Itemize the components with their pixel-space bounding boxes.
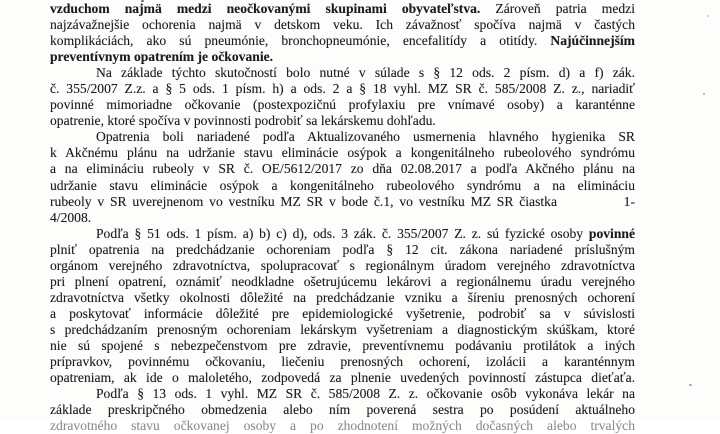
text-line-content [50,402,635,417]
text-line-content [50,370,635,385]
bold-text-segment: povinné [588,225,635,241]
text-line [50,113,635,129]
bold-text-segment: vzduchom najmä medzi neočkovanými skupinami obyvateľstva. [50,1,481,16]
text-segment: nie sú spojené s nebezpečenstvom pre zdravie, preventívnemu podávaniu protilátok a iných [50,337,635,353]
text-segment: pri plnení opatrení, oznámiť neodkladne ošetrujúcemu lekárovi a regionálnemu úradu verejného [50,273,635,289]
text-line [50,338,635,354]
text-line-content [50,33,635,48]
text-line-content [50,194,557,210]
text-segment: opatreniam, ak ide o maloletého, zodpovedá za plnenie uvedených povinností zástupca dieťaťa. [50,370,635,386]
text-line-content [50,178,635,193]
text-line-content [50,161,635,176]
text-line [50,290,635,306]
text-line-content [50,242,635,257]
scan-speck [689,384,692,386]
text-line-content [50,145,635,160]
text-segment: opatrenie, ktoré spočíva v povinnosti podrobiť sa lekárskemu dohľadu. [50,113,436,129]
text-line-content [50,49,273,64]
text-line [50,322,635,338]
text-line [50,97,635,113]
text-segment: Zároveň patria medzi [480,1,635,16]
text-segment: orgánom verejného zdravotníctva, spolupracovať s regionálnym úradom verejného zdravotníctva [50,257,635,273]
text-segment: s predchádzaním prenosným ochoreniam lekárskym vyšetreniam a diagnostickým skúškam, ktoré [50,321,635,337]
text-segment: Na základe týchto skutočností bolo nutné v súlade s § 12 ods. 2 písm. d) a f) zák. [96,65,635,81]
text-segment: zdravotníctva všetky okolnosti dôležité na predchádzanie vzniku a šíreniu prenosných ochorení [50,289,635,305]
text-line-content [50,97,635,112]
text-line-content [50,322,635,337]
text-segment: Podľa § 13 ods. 1 vyhl. MZ SR č. 585/2008 Z. z. očkovanie osôb vykonáva lekár na [96,386,635,402]
text-line [50,210,635,226]
text-line-content [50,81,635,96]
text-segment: udržanie stavu eliminácie osýpok a kongenitálneho rubeolového syndrómu a na elimináciu [50,177,635,193]
text-line-content [50,274,635,289]
text-line-content [50,210,91,225]
text-line [50,161,635,177]
text-segment: k Akčnému plánu na udržanie stavu eliminácie osýpok a kongenitálneho rubeolového syndrómu [50,145,635,161]
text-segment: najzávažnejšie ochorenia najmä v detskom veku. Ich závažnosť spočíva najmä v častých [50,17,635,33]
text-line [50,65,635,81]
text-line [50,274,635,290]
text-line [50,81,635,97]
text-segment: základe preskripčného obmedzenia alebo ním poverená sestra po posúdení aktuálneho [50,402,635,418]
bold-text-segment: Najúčinnejším [550,33,635,49]
text-segment: rubeoly v SR uverejnenom vo vestníku MZ SR v bode č.1, vo vestníku MZ SR čiastka [50,193,557,209]
scan-speck [707,15,709,17]
text-line [50,354,635,370]
text-line-content [50,354,635,369]
text-line [50,49,635,65]
text-segment: a poskytovať informácie dôležité pre epidemiologické vyšetrenie, podrobiť sa v súvislosti [50,305,635,321]
text-line-content [50,1,635,16]
text-segment: komplikáciách, ako sú pneumónie, bronchopneumónie, encefalitídy a otitídy. [50,33,551,49]
text-line [50,178,635,194]
text-line-content [50,306,635,321]
text-line [50,194,635,210]
text-segment: č. 355/2007 Z.z. a § 5 ods. 1 písm. h) a ods. 2 a § 18 vyhl. MZ SR č. 585/2008 Z. z., nariadiť [50,81,635,97]
text-line-content [50,258,635,273]
text-line-content [50,290,635,305]
text-line-content [96,65,635,80]
text-segment: povinné mimoriadne očkovanie (postexpozičnú profylaxiu pre vnímavé osoby) a karanténne [50,97,635,113]
text-line-content [50,113,436,128]
text-line [50,226,635,242]
text-line [50,258,635,274]
text-line-content [96,129,635,144]
text-line-content [96,226,635,241]
text-line [50,33,635,49]
text-line-cutoff [50,418,635,434]
line-right-fragment: 1- [623,193,635,209]
text-segment: zdravotného stavu očkovanej osoby a po zhodnotení možných dočasných alebo trvalých [50,418,635,434]
text-line [50,402,635,418]
text-line-content [50,17,635,32]
text-line [50,129,635,145]
document-text-block [50,1,635,434]
text-line [50,1,635,17]
text-segment: prípravkov, povinnému očkovaniu, liečeniu prenosných ochorení, izolácii a karanténnym [50,354,635,370]
text-line [50,306,635,322]
scan-speck [703,93,705,95]
text-line [50,370,635,386]
text-line [50,386,635,402]
text-segment: Opatrenia boli nariadené podľa Aktualizovaného usmernenia hlavného hygienika SR [96,129,635,145]
text-line-content [50,418,635,433]
text-segment: a na elimináciu rubeoly v SR č. OE/5612/2017 zo dňa 02.08.2017 a podľa Akčného plánu na [50,161,635,177]
text-line [50,17,635,33]
text-line [50,145,635,161]
text-segment: Podľa § 51 ods. 1 písm. a) b) c) d), ods. 3 zák. č. 355/2007 Z. z. sú fyzické osoby [96,225,589,241]
text-line-content [50,338,635,353]
text-segment: plniť opatrenia na predchádzanie ochoreniam podľa § 12 cit. zákona nariadené príslušným [50,241,635,257]
bold-text-segment: preventívnym opatrením je očkovanie. [50,49,274,65]
text-segment: 4/2008. [50,209,92,225]
text-line-content [96,386,635,401]
text-line [50,242,635,258]
